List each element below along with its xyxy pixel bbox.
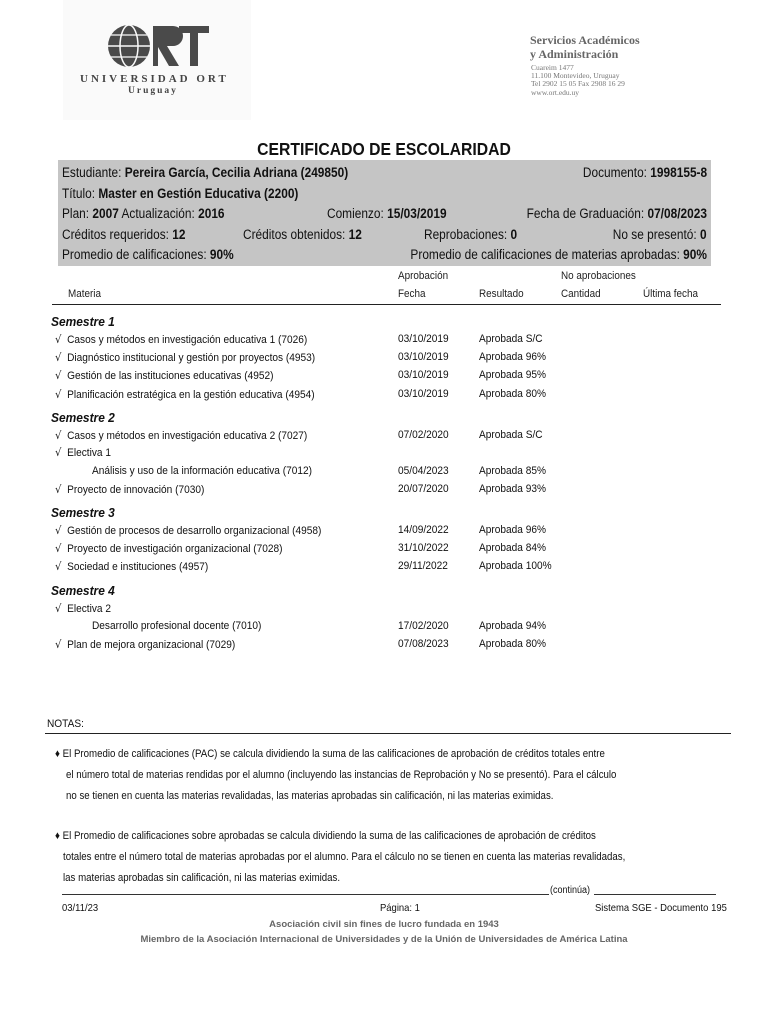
table-row-elective bbox=[92, 465, 312, 477]
subject-name: Proyecto de innovación (7030) bbox=[67, 484, 205, 496]
credits-obtained-label: Créditos obtenidos: bbox=[243, 227, 346, 242]
start-line bbox=[327, 206, 447, 221]
table-row bbox=[55, 429, 307, 442]
result: Aprobada 96% bbox=[479, 351, 546, 363]
note-line bbox=[55, 748, 605, 760]
average-passed-label: Promedio de calificaciones de materias aprobadas: bbox=[410, 247, 680, 262]
degree-label: Título: bbox=[62, 186, 96, 201]
note-line: el número total de materias rendidas por el alumno (incluyendo las instancias de Reprobación y No se presentó). Para el cálculo bbox=[66, 769, 617, 781]
col-date-header: Fecha bbox=[398, 288, 426, 300]
student-line bbox=[62, 165, 348, 180]
credits-required-line bbox=[62, 227, 186, 242]
check-icon: √ bbox=[55, 369, 62, 382]
subject-name: Casos y métodos en investigación educativa 1 (7026) bbox=[67, 334, 308, 346]
check-icon: √ bbox=[55, 483, 62, 496]
subject-name: Electiva 1 bbox=[67, 447, 111, 459]
services-title-line2: y Administración bbox=[530, 47, 619, 61]
notes-label: NOTAS: bbox=[47, 718, 84, 730]
table-row bbox=[55, 524, 321, 537]
approval-date: 05/04/2023 bbox=[398, 465, 449, 477]
check-icon: √ bbox=[55, 333, 62, 346]
check-icon: √ bbox=[55, 429, 62, 442]
services-title-line1: Servicios Académicos bbox=[530, 33, 640, 47]
result: Aprobada 95% bbox=[479, 369, 546, 381]
continued-label: (continúa) bbox=[550, 885, 591, 896]
document-value: 1998155-8 bbox=[650, 165, 707, 180]
footer-divider bbox=[594, 894, 716, 895]
print-date: 03/11/23 bbox=[62, 902, 99, 914]
absent-line bbox=[613, 227, 707, 242]
approval-date: 07/02/2020 bbox=[398, 429, 449, 441]
result: Aprobada 100% bbox=[479, 560, 552, 572]
table-row bbox=[55, 542, 283, 555]
check-icon: √ bbox=[55, 446, 62, 459]
result: Aprobada 80% bbox=[479, 388, 546, 400]
approval-date: 17/02/2020 bbox=[398, 620, 449, 632]
bullet-icon: ♦ bbox=[55, 748, 60, 760]
check-icon: √ bbox=[55, 542, 62, 555]
col-subject-header: Materia bbox=[68, 288, 102, 300]
average-value: 90% bbox=[209, 247, 234, 262]
result: Aprobada 94% bbox=[479, 620, 546, 632]
semester-heading: Semestre 4 bbox=[51, 583, 115, 598]
table-row bbox=[55, 483, 204, 496]
plan-label: Plan: bbox=[62, 206, 90, 221]
result: Aprobada 84% bbox=[479, 542, 546, 554]
graduation-label: Fecha de Graduación: bbox=[526, 206, 645, 221]
absent-value: 0 bbox=[700, 227, 707, 242]
table-row bbox=[55, 638, 235, 651]
average-label: Promedio de calificaciones: bbox=[62, 247, 207, 262]
failures-label: Reprobaciones: bbox=[424, 227, 508, 242]
subject-name: Gestión de procesos de desarrollo organizacional (4958) bbox=[67, 525, 322, 537]
approval-date: 20/07/2020 bbox=[398, 483, 449, 495]
document-label: Documento: bbox=[582, 165, 647, 180]
average-line bbox=[62, 247, 234, 262]
result: Aprobada 93% bbox=[479, 483, 546, 495]
absent-label: No se presentó: bbox=[613, 227, 698, 242]
plan-value: 2007 bbox=[92, 206, 119, 221]
table-row bbox=[55, 388, 315, 401]
address-line: 11.100 Montevideo, Uruguay bbox=[531, 71, 620, 80]
subject-name: Planificación estratégica en la gestión educativa (4954) bbox=[67, 389, 315, 401]
semester-heading: Semestre 2 bbox=[51, 410, 115, 425]
semester-heading: Semestre 1 bbox=[51, 314, 115, 329]
system-document: Sistema SGE - Documento 195 bbox=[595, 902, 727, 914]
failures-value: 0 bbox=[510, 227, 518, 242]
approval-date: 03/10/2019 bbox=[398, 388, 449, 400]
table-row bbox=[55, 333, 307, 346]
failures-line bbox=[424, 227, 517, 242]
result: Aprobada 96% bbox=[479, 524, 546, 536]
semester-heading: Semestre 3 bbox=[51, 505, 115, 520]
col-quantity-header: Cantidad bbox=[561, 288, 601, 300]
credits-obtained-value: 12 bbox=[348, 227, 362, 242]
association-note: Asociación civil sin fines de lucro fundada en 1943 bbox=[269, 919, 499, 930]
approval-date: 31/10/2022 bbox=[398, 542, 449, 554]
note-line: no se tienen en cuenta las materias revalidadas, las materias aprobadas sin calificación, ni las materias eximidas. bbox=[66, 790, 554, 802]
page-number: Página: 1 bbox=[380, 902, 420, 914]
table-row bbox=[55, 369, 274, 382]
address-line: www.ort.edu.uy bbox=[531, 88, 580, 97]
average-passed-line bbox=[410, 247, 707, 262]
university-name: UNIVERSIDAD ORT bbox=[80, 73, 229, 85]
credits-required-value: 12 bbox=[172, 227, 186, 242]
degree-line bbox=[62, 186, 298, 201]
note-line: las materias aprobadas sin calificación, ni las materias eximidas. bbox=[63, 872, 341, 884]
credits-obtained-line bbox=[243, 227, 362, 242]
credits-required-label: Créditos requeridos: bbox=[62, 227, 169, 242]
note-text: El Promedio de calificaciones sobre aprobadas se calcula dividiendo la suma de las calificaciones de aprobación de créditos bbox=[62, 830, 596, 842]
col-last-date-header: Última fecha bbox=[643, 288, 699, 300]
note-line bbox=[55, 830, 596, 842]
update-value: 2016 bbox=[198, 206, 225, 221]
result: Aprobada S/C bbox=[479, 429, 543, 441]
student-label: Estudiante: bbox=[62, 165, 122, 180]
footer-divider bbox=[62, 894, 549, 895]
subject-name: Desarrollo profesional docente (7010) bbox=[92, 620, 262, 632]
check-icon: √ bbox=[55, 388, 62, 401]
check-icon: √ bbox=[55, 351, 62, 364]
graduation-value: 07/08/2023 bbox=[647, 206, 707, 221]
check-icon: √ bbox=[55, 560, 62, 573]
note-line: totales entre el número total de materias aprobadas por el alumno. Para el cálculo no se tienen en cuenta las materias revalidadas, bbox=[63, 851, 626, 863]
student-name: Pereira García, Cecilia Adriana (249850) bbox=[124, 165, 349, 180]
start-label: Comienzo: bbox=[327, 206, 384, 221]
approval-date: 03/10/2019 bbox=[398, 351, 449, 363]
document-line bbox=[583, 165, 707, 180]
note-text: El Promedio de calificaciones (PAC) se calcula dividiendo la suma de las calificaciones de aprobación de créditos totales entre bbox=[62, 748, 605, 760]
approval-date: 07/08/2023 bbox=[398, 638, 449, 650]
col-no-approvals-header: No aprobaciones bbox=[561, 270, 636, 282]
certificate-title: CERTIFICADO DE ESCOLARIDAD bbox=[257, 139, 511, 159]
check-icon: √ bbox=[55, 524, 62, 537]
ort-logo-icon bbox=[105, 22, 210, 70]
start-value: 15/03/2019 bbox=[387, 206, 447, 221]
result: Aprobada 85% bbox=[479, 465, 546, 477]
subject-name: Electiva 2 bbox=[67, 603, 111, 615]
approval-date: 03/10/2019 bbox=[398, 369, 449, 381]
approval-date: 03/10/2019 bbox=[398, 333, 449, 345]
bullet-icon: ♦ bbox=[55, 830, 60, 842]
address-line: Tel 2902 15 05 Fax 2908 16 29 bbox=[531, 79, 625, 88]
result: Aprobada 80% bbox=[479, 638, 546, 650]
membership-note: Miembro de la Asociación Internacional de Universidades y de la Unión de Universidades de América Latina bbox=[140, 934, 628, 945]
address-line: Cuareim 1477 bbox=[531, 63, 574, 72]
col-approval-header: Aprobación bbox=[398, 270, 449, 282]
subject-name: Sociedad e instituciones (4957) bbox=[67, 561, 209, 573]
header-divider bbox=[52, 304, 721, 305]
result: Aprobada S/C bbox=[479, 333, 543, 345]
graduation-line bbox=[527, 206, 707, 221]
table-row bbox=[55, 351, 315, 364]
table-row bbox=[55, 560, 208, 573]
subject-name: Gestión de las instituciones educativas (4952) bbox=[67, 370, 274, 382]
subject-name: Análisis y uso de la información educativa (7012) bbox=[92, 465, 312, 477]
subject-name: Diagnóstico institucional y gestión por proyectos (4953) bbox=[67, 352, 316, 364]
subject-name: Casos y métodos en investigación educativa 2 (7027) bbox=[67, 430, 308, 442]
approval-date: 14/09/2022 bbox=[398, 524, 449, 536]
table-row-elective bbox=[92, 620, 261, 632]
table-row bbox=[55, 602, 111, 615]
subject-name: Proyecto de investigación organizacional (7028) bbox=[67, 543, 283, 555]
subject-name: Plan de mejora organizacional (7029) bbox=[67, 639, 236, 651]
notes-divider bbox=[45, 733, 731, 734]
check-icon: √ bbox=[55, 602, 62, 615]
table-row bbox=[55, 446, 111, 459]
university-country: Uruguay bbox=[128, 86, 178, 96]
approval-date: 29/11/2022 bbox=[398, 560, 448, 572]
degree-value: Master en Gestión Educativa (2200) bbox=[98, 186, 299, 201]
col-result-header: Resultado bbox=[479, 288, 524, 300]
plan-line bbox=[62, 206, 225, 221]
average-passed-value: 90% bbox=[683, 247, 707, 262]
check-icon: √ bbox=[55, 638, 62, 651]
update-label: Actualización: bbox=[121, 206, 195, 221]
